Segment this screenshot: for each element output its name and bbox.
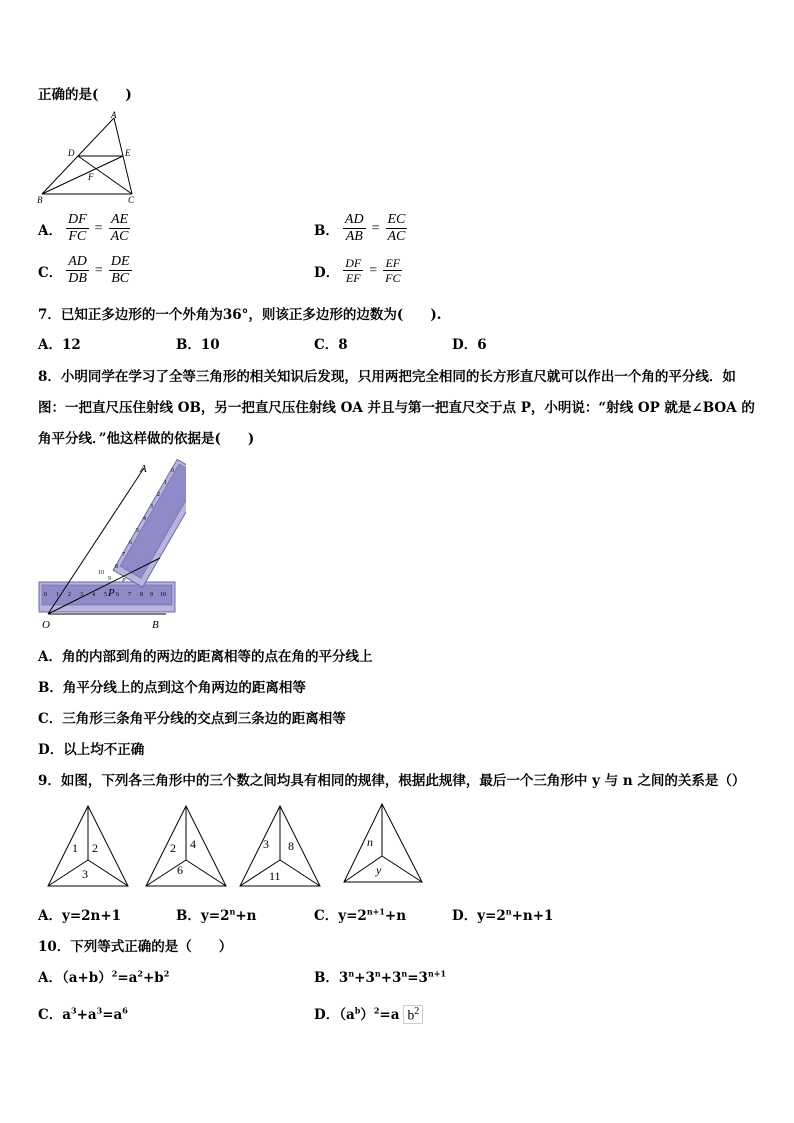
label-A: A [140, 463, 147, 475]
q9-triangles-figure [40, 800, 440, 892]
t2-left: 2 [170, 841, 176, 855]
q8-option-b[interactable]: B．角平分线上的点到这个角两边的距离相等 [38, 680, 306, 696]
svg-text:8: 8 [140, 592, 143, 598]
q6-stem-tail: 正确的是( ) [38, 87, 132, 103]
q8-ruler-figure [36, 458, 186, 630]
t4-left: n [367, 835, 373, 849]
q7-option-d[interactable]: D．6 [452, 337, 487, 353]
svg-text:3: 3 [150, 504, 153, 510]
t1-bottom: 3 [82, 867, 88, 881]
svg-text:10: 10 [160, 592, 166, 598]
svg-text:4: 4 [92, 592, 95, 598]
q7-stem: 7．已知正多边形的一个外角为36°，则该正多边形的边数为( ). [38, 307, 442, 323]
q6-option-d[interactable]: D． $\frac{DF}{EF}$ = $\frac{EF}{FC}$ [314, 256, 401, 285]
q6-option-c[interactable]: C． $\frac{AD}{DB}$ = $\frac{DE}{BC}$ [38, 254, 130, 286]
q10-d-formula-box: $b^2$ [403, 1005, 423, 1025]
q10-option-d[interactable]: D．$(a^b)^2=a$ $b^2$ [314, 1003, 423, 1024]
label-B: B [152, 619, 159, 630]
q8-stem-line1: 8．小明同学在学习了全等三角形的相关知识后发现，只用两把完全相同的长方形直尺就可以作出一个角的平分线．如 [38, 369, 736, 385]
q9-option-b[interactable]: B．$y=2^n+n$ [176, 906, 257, 924]
q6-option-a[interactable]: A． $\frac{DF}{FC}$ = $\frac{AE}{AC}$ [38, 212, 129, 244]
svg-text:10: 10 [98, 570, 104, 576]
label-P: P [108, 587, 115, 599]
svg-text:0: 0 [44, 592, 47, 598]
label-O: O [42, 619, 50, 630]
svg-text:3: 3 [80, 592, 83, 598]
q9-option-a[interactable]: A．y=2n+1 [38, 908, 122, 924]
label-D: D [68, 148, 75, 158]
q9-option-d[interactable]: D．$y=2^n+n+1$ [452, 906, 554, 924]
svg-text:5: 5 [104, 592, 107, 598]
t2-right: 4 [190, 837, 196, 851]
t3-left: 3 [263, 837, 269, 851]
svg-text:6: 6 [129, 540, 132, 546]
svg-text:8: 8 [115, 564, 118, 570]
svg-text:2: 2 [68, 592, 71, 598]
q8-stem-line2: 图：一把直尺压住射线 OB，另一把直尺压住射线 OA 并且与第一把直尺交于点 P，小明说：“射线 OP 就是∠BOA 的 [38, 400, 755, 416]
q10-option-b[interactable]: B．$3^n+3^n+3^n=3^{n+1}$ [314, 968, 447, 986]
svg-text:1: 1 [164, 480, 167, 486]
svg-text:6: 6 [116, 592, 119, 598]
q8-option-c[interactable]: C．三角形三条角平分线的交点到三条边的距离相等 [38, 711, 346, 727]
t4-bottom: y [376, 863, 382, 877]
q7-option-a[interactable]: A．12 [38, 337, 81, 353]
t3-bottom: 11 [269, 869, 281, 883]
label-p-small: P [122, 578, 126, 584]
svg-text:2: 2 [157, 492, 160, 498]
q6-option-b[interactable]: B． $\frac{AD}{AB}$ = $\frac{EC}{AC}$ [314, 212, 406, 244]
svg-text:5: 5 [136, 528, 139, 534]
t1-left: 1 [72, 841, 78, 855]
q6-triangle-figure [36, 110, 146, 206]
q10-option-a[interactable]: A．$(a+b)^2=a^2+b^2$ [38, 968, 170, 986]
svg-text:1: 1 [56, 592, 59, 598]
q7-option-c[interactable]: C．8 [314, 337, 348, 353]
label-E: E [125, 148, 131, 158]
svg-text:7: 7 [122, 552, 125, 558]
q10-stem: 10．下列等式正确的是（ ） [38, 939, 233, 955]
svg-text:9: 9 [150, 592, 153, 598]
label-C: C [128, 195, 135, 205]
t2-bottom: 6 [177, 863, 183, 877]
label-F: F [88, 172, 94, 182]
q9-stem: 9．如图，下列各三角形中的三个数之间均具有相同的规律，根据此规律，最后一个三角形中 y 与 n 之间的关系是（） [38, 773, 746, 789]
q9-option-c[interactable]: C．$y=2^{n+1}+n$ [314, 906, 407, 924]
t1-right: 2 [92, 841, 98, 855]
svg-text:0: 0 [171, 468, 174, 474]
t3-right: 8 [288, 839, 294, 853]
q10-option-c[interactable]: C．$a^3+a^3=a^6$ [38, 1005, 128, 1023]
q8-option-d[interactable]: D．以上均不正确 [38, 742, 145, 758]
svg-text:4: 4 [143, 516, 146, 522]
svg-text:7: 7 [128, 592, 131, 598]
svg-text:9: 9 [108, 576, 111, 582]
label-A: A [111, 110, 117, 120]
q8-option-a[interactable]: A．角的内部到角的两边的距离相等的点在角的平分线上 [38, 649, 373, 665]
label-B: B [37, 195, 43, 205]
q7-option-b[interactable]: B．10 [176, 337, 220, 353]
q8-stem-line3: 角平分线．”他这样做的依据是( ) [38, 431, 255, 447]
